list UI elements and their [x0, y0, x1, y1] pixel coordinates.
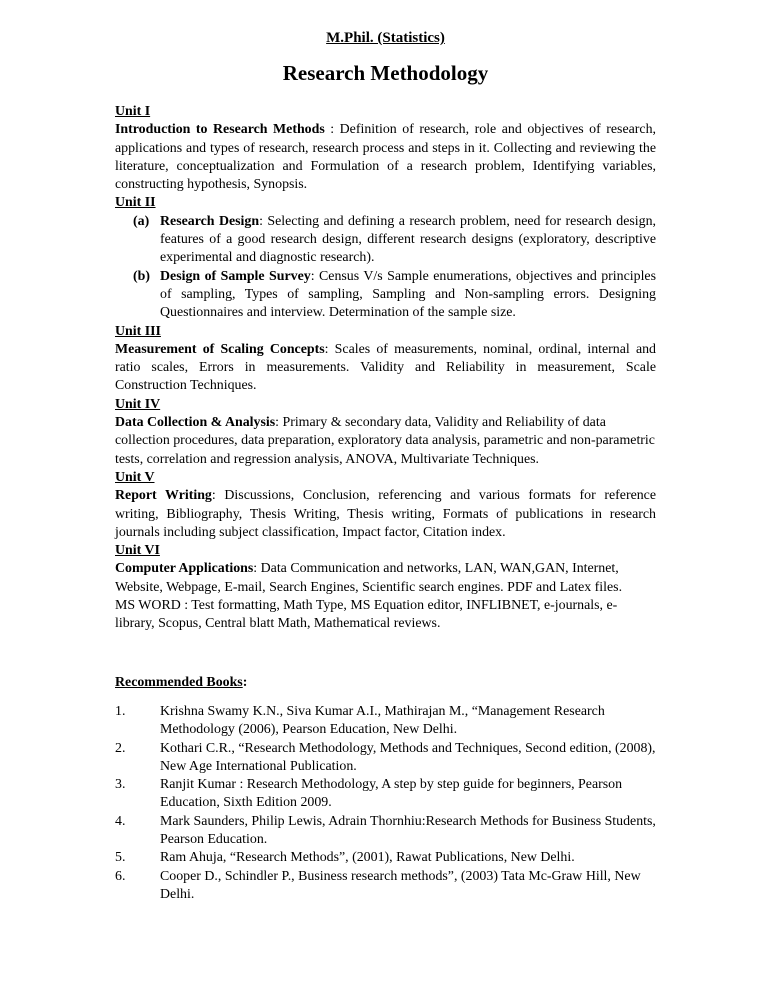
unit-2-item-a-text: : Selecting and defining a research problem, need for research design, features of a good research design, different research designs (exploratory, descriptive experimental and diagnostic research).	[160, 213, 656, 266]
unit-5-text: : Discussions, Conclusion, referencing and various formats for reference writing, Bibliography, Thesis Writing, Thesis writing, Formats of publications in research journals including subject classification, Impact factor, Citation index.	[115, 488, 657, 540]
book-2-text: Kothari C.R., “Research Methodology, Methods and Techniques, Second edition, (2008), New Age International Publication.	[160, 740, 656, 774]
unit-2-item-b-text: : Census V/s Sample enumerations, objectives and principles of sampling, Types of sampling, Sampling and Non-sampling errors. Designing Questionnaires and interview. Determination of the sample size.	[160, 268, 656, 321]
book-item-2	[115, 740, 656, 777]
book-1-text: Krishna Swamy K.N., Siva Kumar A.I., Mathirajan M., “Management Research Methodology (2006), Pearson Education, New Delhi.	[160, 703, 605, 738]
unit-4-heading: Unit IV	[115, 396, 161, 412]
course-title-text: M.Phil. (Statistics)	[326, 30, 445, 46]
book-item-1	[115, 703, 656, 740]
book-4-text: Mark Saunders, Philip Lewis, Adrain Thornhiu:Research Methods for Business Students, Pearson Education.	[160, 813, 656, 847]
unit-6-heading: Unit VI	[115, 543, 160, 559]
document-body	[115, 103, 656, 904]
book-1-number: 1.	[115, 703, 126, 719]
book-item-5	[115, 849, 656, 867]
unit-6-extra-paragraph: MS WORD : Test formatting, Math Type, MS Equation editor, INFLIBNET, e-journals, e-library, Scopus, Central blatt Math, Mathematical reviews.	[115, 598, 618, 632]
unit-5-lead: Report Writing	[115, 488, 212, 504]
unit-2-item-a-marker: (a)	[133, 213, 150, 229]
unit-6-lead: Computer Applications	[115, 561, 254, 577]
unit-3-text: : Scales of measurements, nominal, ordinal, internal and ratio scales, Errors in measurements. Validity and Reliability in measurement, Scale Construction Techniques.	[115, 341, 657, 394]
book-item-3	[115, 776, 656, 813]
book-5-text: Ram Ahuja, “Research Methods”, (2001), Rawat Publications, New Delhi.	[160, 850, 575, 866]
book-5-number: 5.	[115, 850, 126, 866]
unit-3-lead: Measurement of Scaling Concepts	[115, 341, 325, 357]
unit-3-heading: Unit III	[115, 323, 161, 339]
recommended-books-heading	[115, 674, 656, 692]
unit-2-item-a-lead: Research Design	[160, 213, 260, 229]
course-title	[115, 30, 656, 47]
unit-2-item-a	[133, 213, 656, 268]
books-list	[115, 703, 656, 904]
book-3-text: Ranjit Kumar : Research Methodology, A step by step guide for beginners, Pearson Education, Sixth Edition 2009.	[160, 777, 623, 811]
unit-2-item-b-lead: Design of Sample Survey	[160, 268, 311, 284]
book-item-4	[115, 813, 656, 850]
unit-4-text: : Primary & secondary data, Validity and Reliability of data collection procedures, data preparation, exploratory data analysis, parametric and non-parametric tests, correlation and regression analysis, ANOVA, Multivariate Techniques.	[115, 415, 655, 467]
recommended-books-heading-colon: :	[242, 674, 248, 690]
unit-3-paragraph	[115, 341, 656, 396]
unit-1-lead: Introduction to Research Methods	[115, 122, 325, 138]
book-2-number: 2.	[115, 740, 126, 756]
recommended-books-heading-text: Recommended Books	[115, 674, 243, 690]
unit-2-item-a-paragraph	[160, 213, 656, 268]
unit-2-item-b	[133, 268, 656, 323]
unit-4-paragraph	[115, 414, 656, 469]
unit-2-item-b-marker: (b)	[133, 268, 150, 284]
unit-5-heading: Unit V	[115, 469, 155, 485]
book-4-number: 4.	[115, 813, 126, 829]
unit-2-heading: Unit II	[115, 195, 156, 211]
unit-5-paragraph	[115, 487, 656, 542]
unit-2-item-b-paragraph	[160, 268, 656, 323]
unit-4-lead: Data Collection & Analysis	[115, 415, 276, 431]
unit-2-list	[133, 213, 656, 323]
unit-6-text: : Data Communication and networks, LAN, WAN,GAN, Internet, Website, Webpage, E-mail, Search Engines, Scientific search engines. PDF and Latex files.	[115, 561, 623, 595]
unit-6-paragraph	[115, 560, 656, 597]
book-6-text: Cooper D., Schindler P., Business research methods”, (2003) Tata Mc-Graw Hill, New Delhi.	[160, 868, 641, 902]
unit-1-heading: Unit I	[115, 104, 151, 119]
book-item-6	[115, 868, 656, 905]
unit-1-paragraph	[115, 121, 656, 194]
book-6-number: 6.	[115, 868, 126, 884]
book-3-number: 3.	[115, 777, 126, 793]
unit-1-text: : Definition of research, role and objectives of research, applications and types of research, research process and steps in it. Collecting and reviewing the literature, conceptualization and Formulation of a research problem, Identifying variables, constructing hypothesis, Synopsis.	[115, 122, 656, 193]
page-title: Research Methodology	[282, 61, 489, 85]
